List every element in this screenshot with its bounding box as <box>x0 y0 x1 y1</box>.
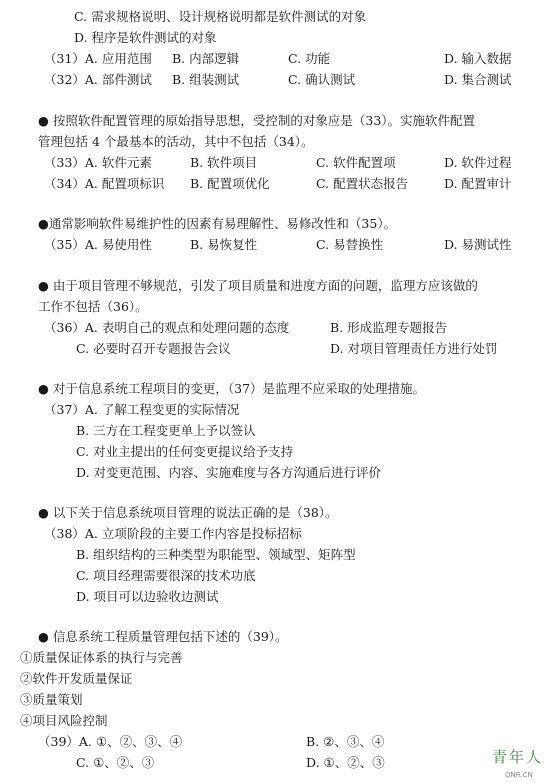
answer-option: （31）A. 应用范围 <box>44 51 152 66</box>
text-line: 管理包括 4 个最基本的活动，其中不包括（34）。 <box>38 134 314 149</box>
text-line: D. 对变更范围、内容、实施难度与各方沟通后进行评价 <box>76 465 382 480</box>
text-line: ④项目风险控制 <box>20 713 108 728</box>
text-line: C. 项目经理需要很深的技术功底 <box>76 568 256 583</box>
answer-option: （36）A. 表明自己的观点和处理问题的态度 <box>44 320 290 335</box>
answer-option: B. 内部逻辑 <box>172 51 240 66</box>
answer-option: D. 配置审计 <box>444 176 512 191</box>
answer-option: C. 配置状态报告 <box>316 176 409 191</box>
text-line: （37）A. 了解工程变更的实际情况 <box>44 402 240 417</box>
text-line: B. 三方在工程变更单上予以签认 <box>76 423 256 438</box>
answer-option: B. 配置项优化 <box>190 176 270 191</box>
answer-option: D. 对项目管理责任方进行处罚 <box>330 341 498 356</box>
answer-option: （35）A. 易使用性 <box>44 237 152 252</box>
answer-option: （32）A. 部件测试 <box>44 72 152 87</box>
watermark-logo: 青年人 <box>492 748 544 766</box>
answer-option: （33）A. 软件元素 <box>44 155 152 170</box>
answer-option: C. 确认测试 <box>288 72 356 87</box>
text-line: C. 需求规格说明、设计规格说明都是软件测试的对象 <box>74 9 367 24</box>
text-line: ● 按照软件配置管理的原始指导思想，受控制的对象应是（33）。实施软件配置 <box>38 113 476 128</box>
text-line: ③质量策划 <box>20 692 83 707</box>
answer-option: D. ①、②、③ <box>306 755 385 770</box>
answer-option: B. ②、③、④ <box>306 734 385 749</box>
answer-option: B. 形成监理专题报告 <box>330 320 448 335</box>
answer-option: C. ①、②、③ <box>76 755 155 770</box>
answer-option: D. 输入数据 <box>444 51 512 66</box>
answer-option: C. 功能 <box>288 51 331 66</box>
answer-option: （39）A. ①、②、③、④ <box>38 734 183 749</box>
text-line: （38）A. 立项阶段的主要工作内容是投标招标 <box>44 526 302 541</box>
watermark-url: QNR.CN <box>505 771 533 779</box>
answer-option: B. 软件项目 <box>190 155 258 170</box>
text-line: ●通常影响软件易维护性的因素有易理解性、易修改性和（35）。 <box>38 216 397 231</box>
answer-option: C. 必要时召开专题报告会议 <box>76 341 231 356</box>
answer-option: C. 易替换性 <box>316 237 384 252</box>
text-line: D. 程序是软件测试的对象 <box>74 30 217 45</box>
text-line: ● 由于项目管理不够规范，引发了项目质量和进度方面的问题，监理方应该做的 <box>38 278 478 293</box>
text-line: C. 对业主提出的任何变更提议给予支持 <box>76 444 294 459</box>
answer-option: B. 组装测试 <box>172 72 240 87</box>
text-line: 工作不包括（36）。 <box>38 299 148 314</box>
answer-option: （34）A. 配置项标识 <box>44 176 165 191</box>
text-line: ②软件开发质量保证 <box>20 671 133 686</box>
text-line: B. 组织结构的三种类型为职能型、领域型、矩阵型 <box>76 547 356 562</box>
text-line: ● 对于信息系统工程项目的变更，（37）是监理不应采取的处理措施。 <box>38 381 426 396</box>
answer-option: B. 易恢复性 <box>190 237 258 252</box>
text-line: ● 以下关于信息系统项目管理的说法正确的是（38）。 <box>38 505 338 520</box>
text-line: ①质量保证体系的执行与完善 <box>20 650 183 665</box>
answer-option: D. 易测试性 <box>444 237 512 252</box>
answer-option: D. 软件过程 <box>444 155 512 170</box>
text-line: D. 项目可以边验收边测试 <box>76 589 219 604</box>
answer-option: C. 软件配置项 <box>316 155 396 170</box>
text-line: ● 信息系统工程质量管理包括下述的（39）。 <box>38 629 288 644</box>
answer-option: D. 集合测试 <box>444 72 512 87</box>
